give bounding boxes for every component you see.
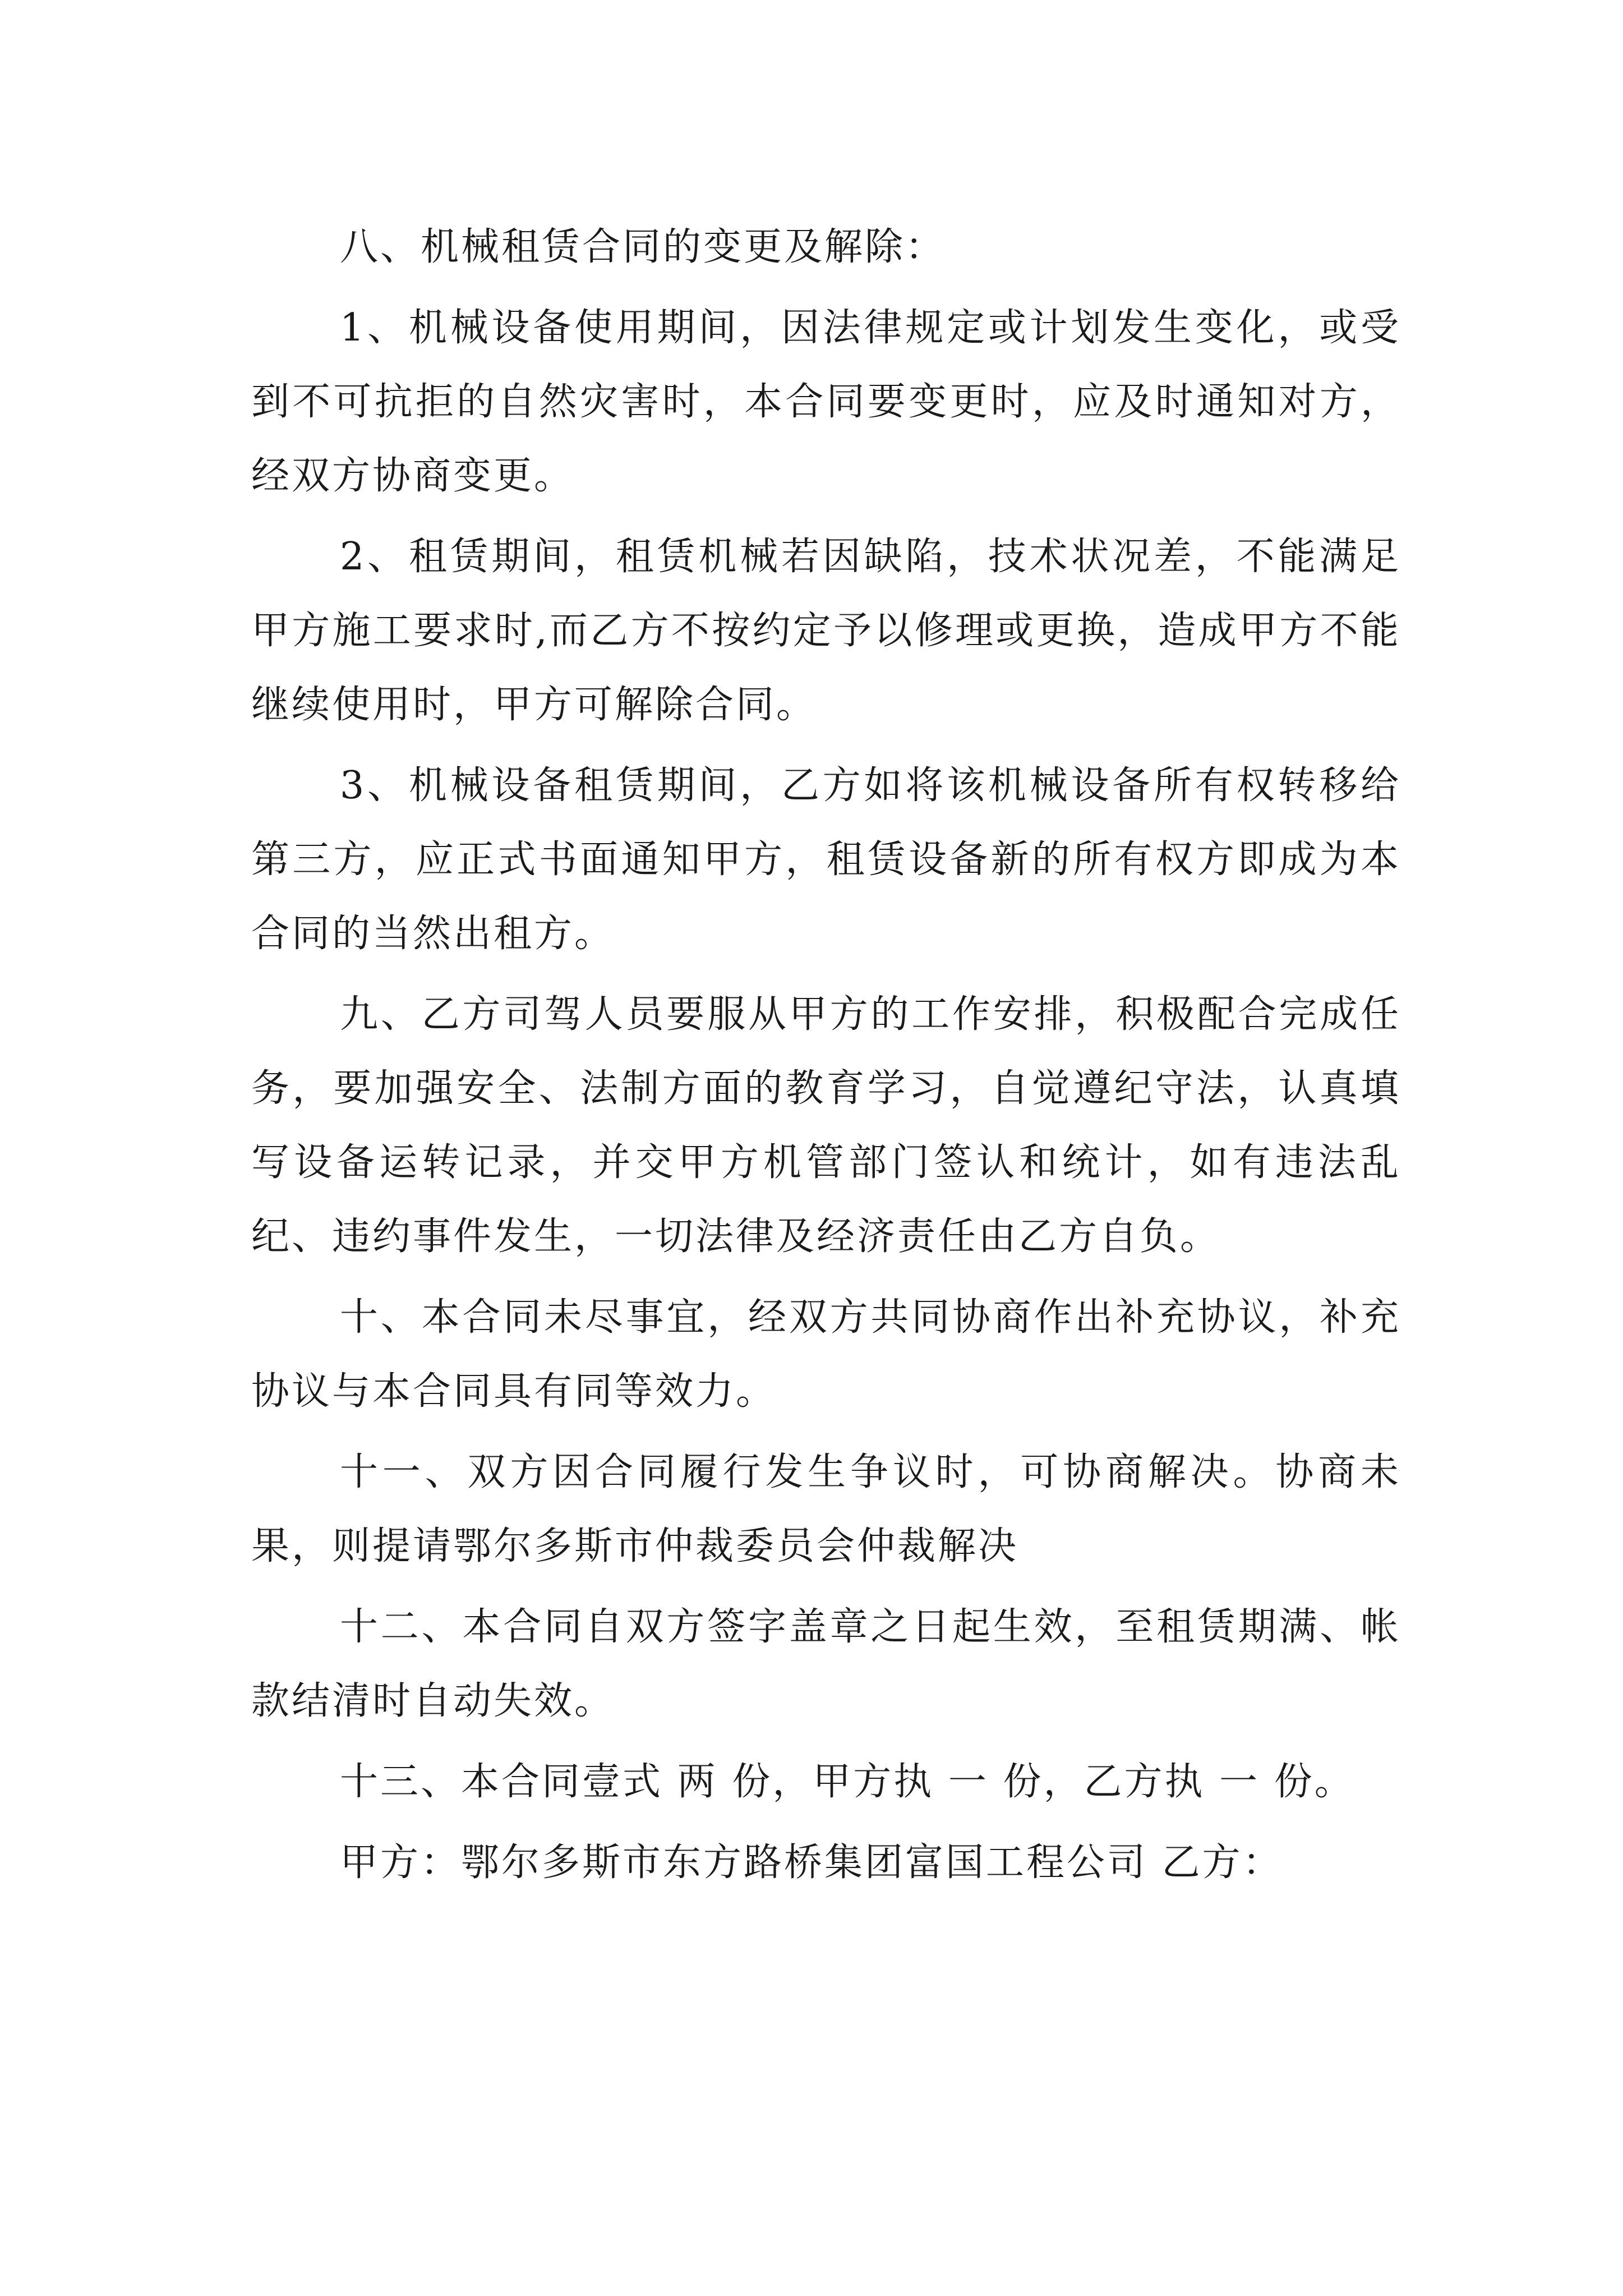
clause-8-2: 2、租赁期间，租赁机械若因缺陷，技术状况差，不能满足甲方施工要求时,而乙方不按约定予以修理或更换，造成甲方不能继续使用时，甲方可解除合同。 [251, 535, 1401, 727]
clause-8-1: 1、机械设备使用期间，因法律规定或计划发生变化，或受到不可抗拒的自然灾害时，本合同要变更时，应及时通知对方，经双方协商变更。 [251, 306, 1401, 498]
section-ten: 十、本合同未尽事宜，经双方共同协商作出补充协议，补充协议与本合同具有同等效力。 [251, 1295, 1401, 1414]
section-eleven: 十一、双方因合同履行发生争议时，可协商解决。协商未果，则提请鄂尔多斯市仲裁委员会仲裁解决 [251, 1450, 1401, 1568]
clause-8-3: 3、机械设备租赁期间，乙方如将该机械设备所有权转移给第三方，应正式书面通知甲方，租赁设备新的所有权方即成为本合同的当然出租方。 [251, 763, 1401, 956]
section-eight-heading: 八、机械租赁合同的变更及解除： [340, 225, 946, 269]
section-twelve: 十二、本合同自双方签字盖章之日起生效，至租赁期满、帐款结清时自动失效。 [251, 1605, 1401, 1723]
signature-line: 甲方：鄂尔多斯市东方路桥集团富国工程公司 乙方： [340, 1841, 1283, 1885]
section-nine: 九、乙方司驾人员要服从甲方的工作安排，积极配合完成任务，要加强安全、法制方面的教育学习，自觉遵纪守法，认真填写设备运转记录，并交甲方机管部门签认和统计，如有违法乱纪、违约事件发生，一切法律及经济责任由乙方自负。 [251, 992, 1401, 1259]
document-body [251, 210, 1401, 1900]
section-thirteen: 十三、本合同壹式 两 份，甲方执 一 份，乙方执 一 份。 [340, 1760, 1355, 1804]
